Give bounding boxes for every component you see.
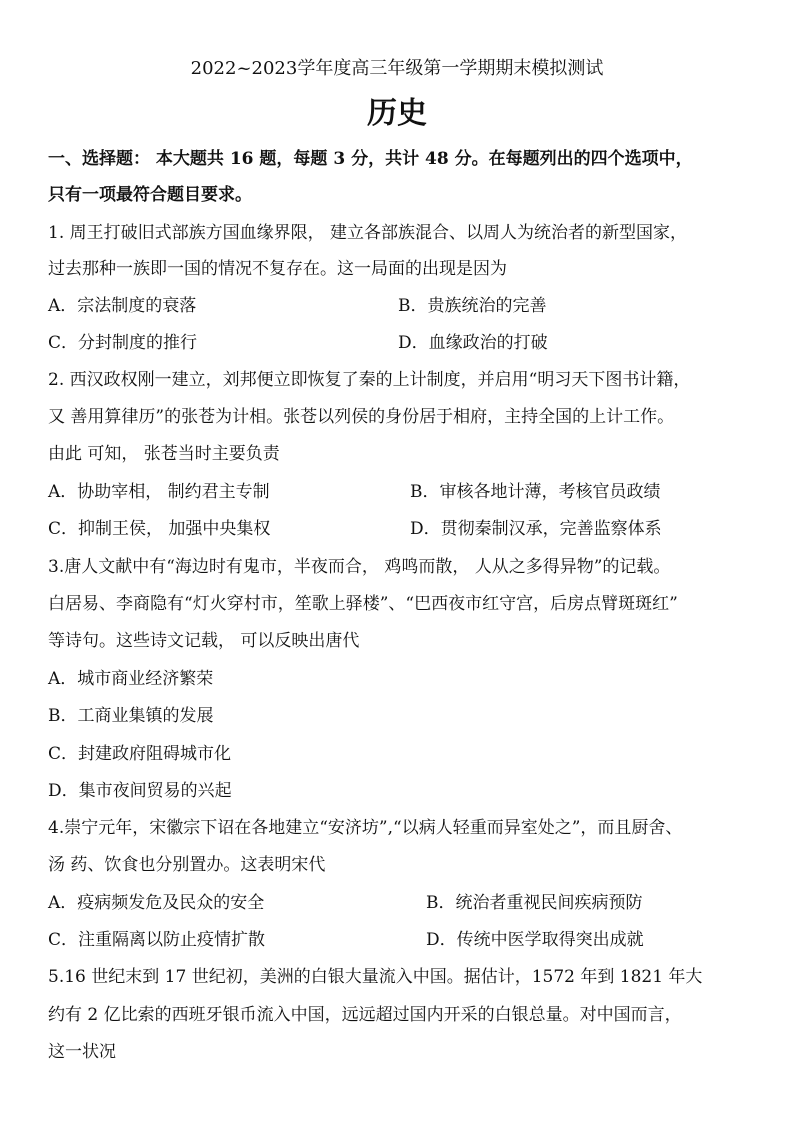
section-instruction-line-1: 一、选择题： 本大题共 16 题，每题 3 分，共计 48 分。在每题列出的四个选项中， xyxy=(48,149,693,169)
q1-option-b: B．贵族统治的完善 xyxy=(398,296,547,316)
q3-option-c: C．封建政府阻碍城市化 xyxy=(48,744,232,764)
q4-option-c: C．注重隔离以防止疫情扩散 xyxy=(48,930,266,950)
q4-option-a: A．疫病频发危及民众的安全 xyxy=(48,893,265,913)
q3-stem-line-3: 等诗句。这些诗文记载， 可以反映出唐代 xyxy=(48,631,360,651)
q2-option-c: C．抑制王侯， 加强中央集权 xyxy=(48,519,271,539)
q4-stem-line-2: 汤 药、饮食也分别置办。这表明宋代 xyxy=(48,855,326,875)
q3-option-a: A．城市商业经济繁荣 xyxy=(48,669,214,689)
subject-title: 历史 xyxy=(367,96,427,131)
exam-title: 2022~2023学年度高三年级第一学期期末模拟测试 xyxy=(190,58,604,79)
q2-option-d: D．贯彻秦制汉承，完善监察体系 xyxy=(410,519,662,539)
q4-stem-line-1: 4.崇宁元年，宋徽宗下诏在各地建立“安济坊”,“以病人轻重而异室处之”，而且厨舍、 xyxy=(48,818,683,838)
q1-stem-line-2: 过去那种一族即一国的情况不复存在。这一局面的出现是因为 xyxy=(48,259,507,279)
q1-option-c: C．分封制度的推行 xyxy=(48,333,198,353)
q4-option-d: D．传统中医学取得突出成就 xyxy=(426,930,644,950)
q2-stem-line-3: 由此 可知， 张苍当时主要负责 xyxy=(48,444,280,464)
section-instruction-line-2: 只有一项最符合题目要求。 xyxy=(48,185,252,205)
q2-option-b: B．审核各地计薄，考核官员政绩 xyxy=(410,482,661,502)
q2-stem-line-1: 2. 西汉政权刚一建立，刘邦便立即恢复了秦的上计制度，并启用“明习天下图书计籍， xyxy=(48,370,691,390)
q1-option-a: A．宗法制度的衰落 xyxy=(48,296,197,316)
q3-stem-line-2: 白居易、李商隐有“灯火穿村市，笙歌上驿楼”、“巴西夜市红守宫，后房点臂斑斑红” xyxy=(48,594,678,614)
q5-stem-line-2: 约有 2 亿比索的西班牙银币流入中国，远远超过国内开采的白银总量。对中国而言， xyxy=(48,1005,682,1025)
q5-stem-line-1: 5.16 世纪末到 17 世纪初，美洲的白银大量流入中国。据估计，1572 年到 1821 年大 xyxy=(48,967,703,987)
q1-stem-line-1: 1. 周王打破旧式部族方国血缘界限， 建立各部族混合、以周人为统治者的新型国家， xyxy=(48,223,688,243)
q5-stem-line-3: 这一状况 xyxy=(48,1042,116,1062)
q3-option-d: D．集市夜间贸易的兴起 xyxy=(48,781,232,801)
q3-option-b: B．工商业集镇的发展 xyxy=(48,706,214,726)
q2-stem-line-2: 又 善用算律历”的张苍为计相。张苍以列侯的身份居于相府，主持全国的上计工作。 xyxy=(48,407,675,427)
q3-stem-line-1: 3.唐人文献中有“海边时有鬼市，半夜而合， 鸡鸣而散， 人从之多得异物”的记载。 xyxy=(48,557,671,577)
q4-option-b: B．统治者重视民间疾病预防 xyxy=(426,893,643,913)
q1-option-d: D．血缘政治的打破 xyxy=(398,333,548,353)
q2-option-a: A．协助宰相， 制约君主专制 xyxy=(48,482,270,502)
